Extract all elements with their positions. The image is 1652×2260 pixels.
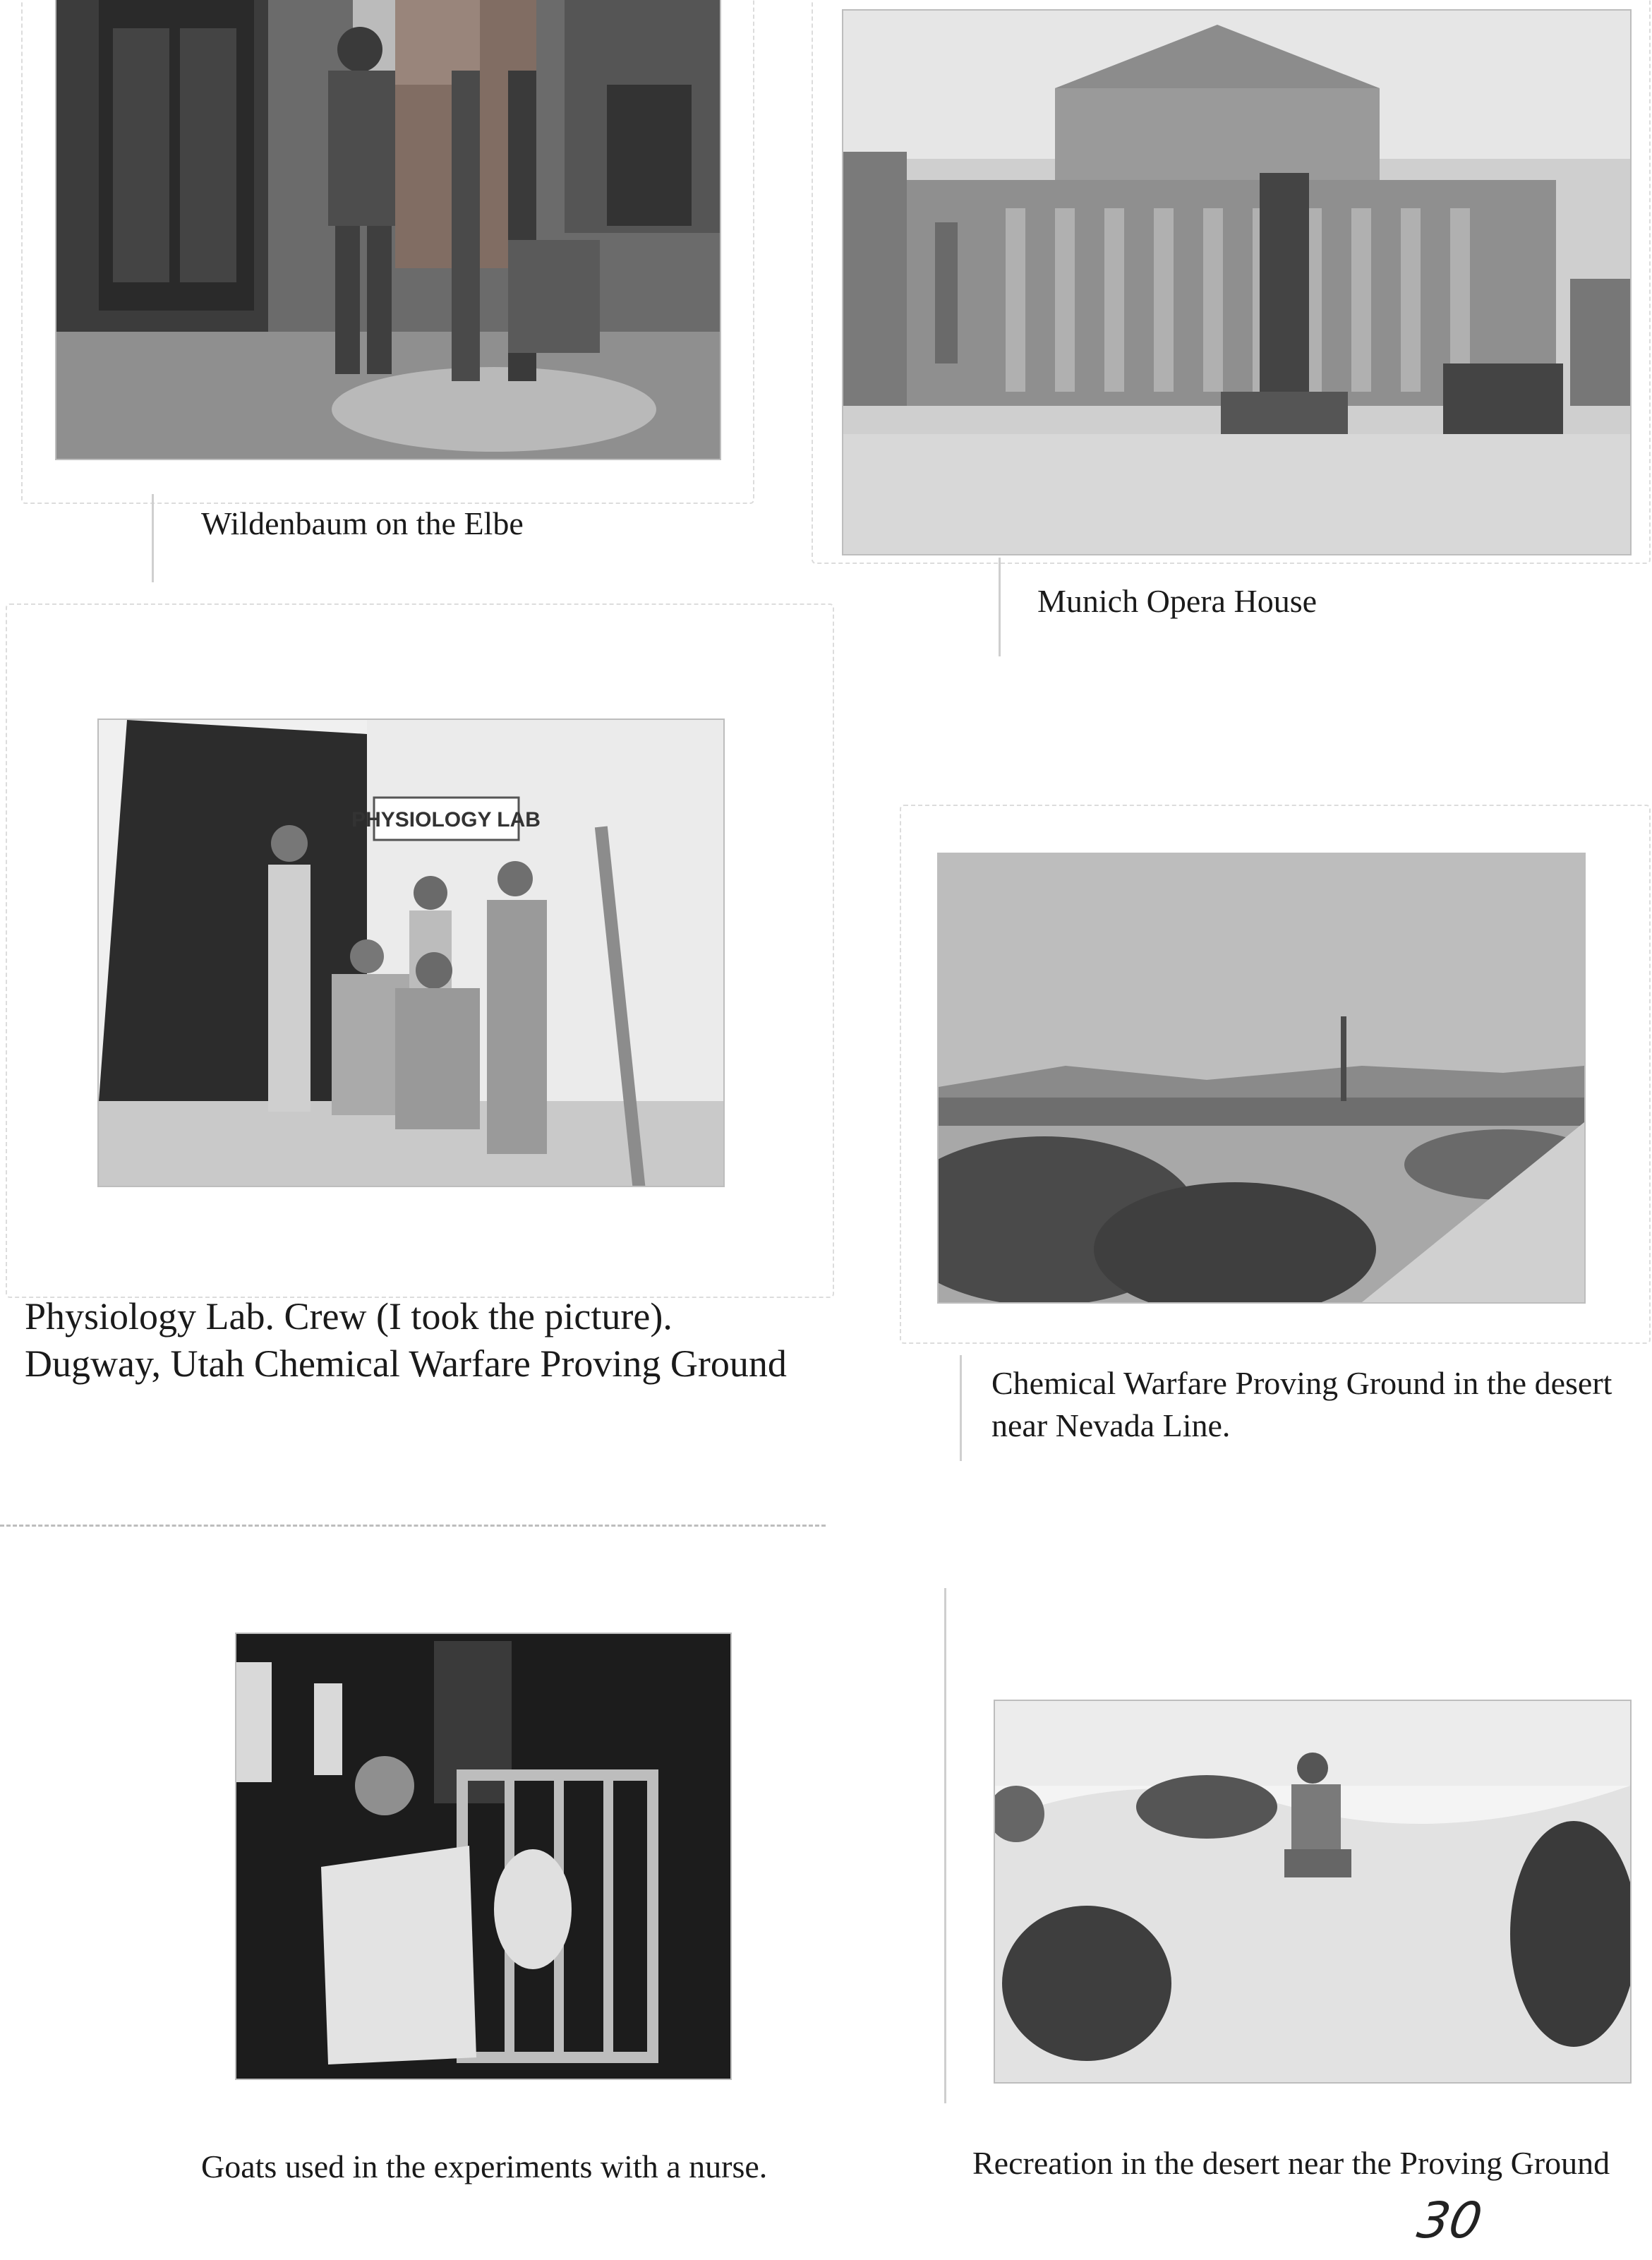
caption-munich: Munich Opera House	[1037, 583, 1318, 619]
divider	[999, 558, 1001, 656]
caption-recreation: Recreation in the desert near the Proving Ground	[972, 2145, 1610, 2181]
caption-desert-line1: Chemical Warfare Proving Ground in the desert	[991, 1365, 1612, 1401]
photo-munich-opera-house	[843, 11, 1630, 554]
page-number: 30	[1413, 2192, 1487, 2249]
photo-goats-with-nurse	[236, 1634, 730, 2079]
caption-physiology-line2: Dugway, Utah Chemical Warfare Proving Ground	[25, 1342, 787, 1385]
caption-wildenbaum: Wildenbaum on the Elbe	[201, 505, 524, 541]
physiology-lab-sign: PHYSIOLOGY LAB	[351, 808, 541, 831]
cut-line	[0, 1525, 826, 1527]
photo-wildenbaum	[56, 0, 720, 459]
caption-desert-line2: near Nevada Line.	[991, 1407, 1231, 1443]
divider	[944, 1588, 946, 2103]
photo-physiology-lab-crew	[99, 720, 723, 1186]
caption-physiology-line1: Physiology Lab. Crew (I took the picture).	[25, 1295, 673, 1338]
photo-desert-proving-ground	[939, 854, 1584, 1302]
divider	[960, 1355, 962, 1461]
caption-goats: Goats used in the experiments with a nurse.	[201, 2148, 768, 2184]
divider	[152, 494, 154, 582]
photo-recreation-desert	[995, 1701, 1630, 2082]
